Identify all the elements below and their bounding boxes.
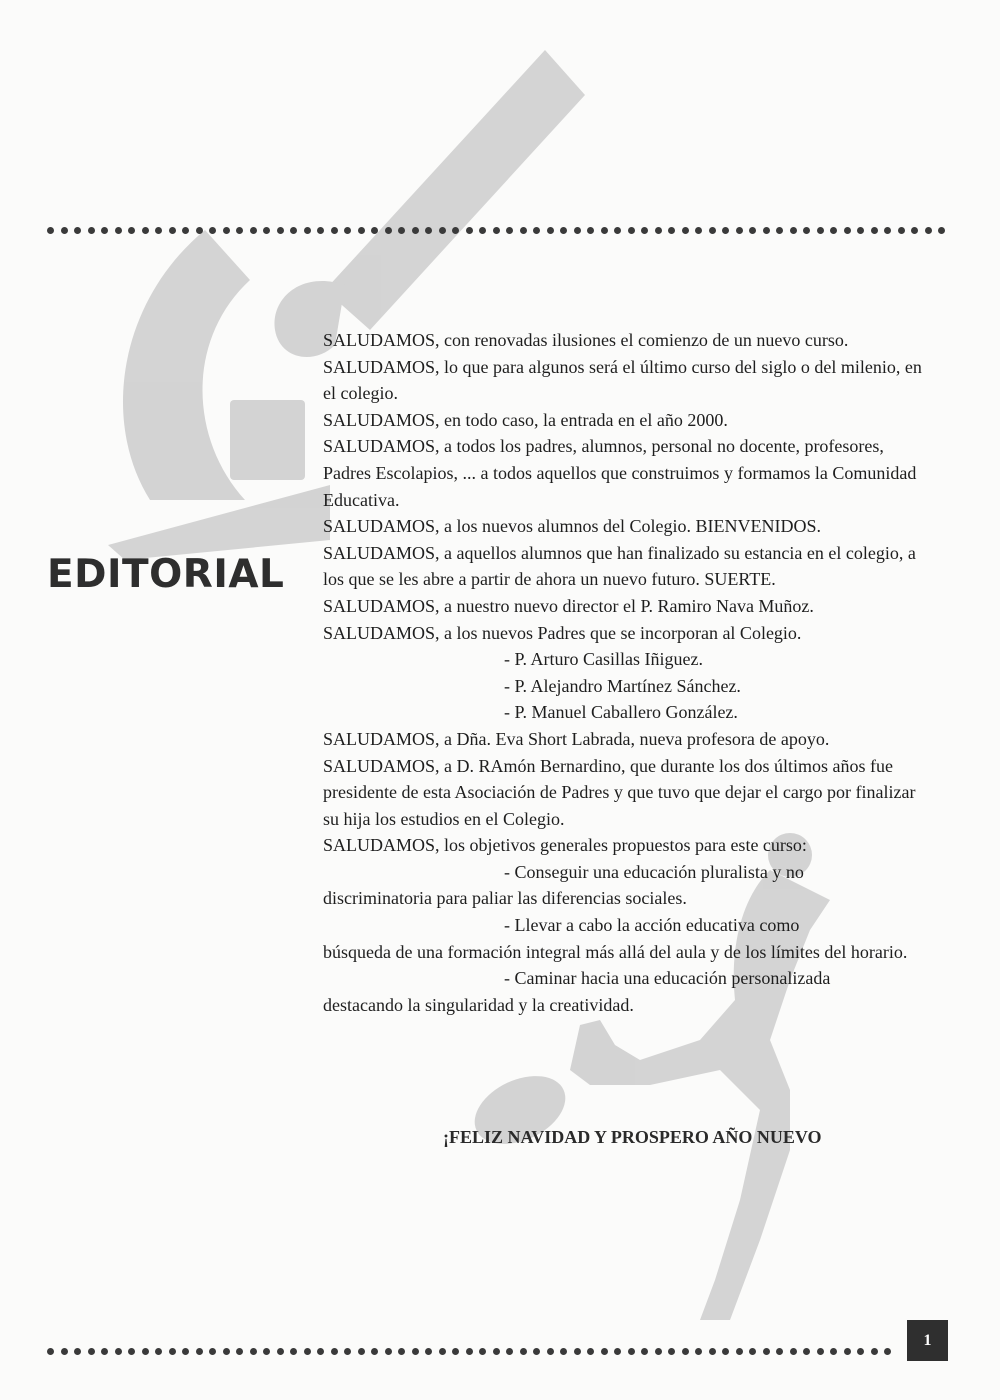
divider-dot: [452, 227, 459, 234]
divider-dot: [506, 1348, 513, 1355]
divider-dot: [115, 227, 122, 234]
divider-dot: [803, 1348, 810, 1355]
divider-dot: [142, 1348, 149, 1355]
divider-dot: [425, 1348, 432, 1355]
objective-text: destacando la singularidad y la creatividad.: [323, 994, 634, 1015]
divider-dot: [277, 1348, 284, 1355]
divider-dot: [412, 1348, 419, 1355]
divider-dot: [938, 227, 945, 234]
divider-dot: [223, 1348, 230, 1355]
paragraph: SALUDAMOS, lo que para algunos será el último curso del siglo o del milenio, en el colegio.: [323, 356, 922, 404]
divider-dot: [601, 1348, 608, 1355]
divider-dot: [47, 227, 54, 234]
divider-dot: [236, 1348, 243, 1355]
divider-dot: [358, 227, 365, 234]
divider-dot: [196, 227, 203, 234]
divider-dot: [236, 227, 243, 234]
divider-dot: [506, 227, 513, 234]
divider-dot: [169, 1348, 176, 1355]
divider-dot: [628, 227, 635, 234]
divider-dot: [776, 227, 783, 234]
divider-dot: [304, 227, 311, 234]
divider-dot: [88, 227, 95, 234]
divider-dot: [101, 227, 108, 234]
divider-dot: [898, 227, 905, 234]
divider-dot: [871, 1348, 878, 1355]
divider-dot: [344, 1348, 351, 1355]
divider-dot: [641, 1348, 648, 1355]
divider-dot: [695, 1348, 702, 1355]
paragraph: SALUDAMOS, a Dña. Eva Short Labrada, nueva profesora de apoyo.: [323, 728, 830, 749]
divider-dot: [844, 1348, 851, 1355]
divider-dot: [925, 227, 932, 234]
divider-dot: [493, 227, 500, 234]
divider-dot: [736, 1348, 743, 1355]
divider-dot: [493, 1348, 500, 1355]
divider-dot: [182, 227, 189, 234]
divider-dot: [155, 227, 162, 234]
objective-text: discriminatoria para paliar las diferencias sociales.: [323, 888, 687, 909]
closing-greeting: ¡FELIZ NAVIDAD Y PROSPERO AÑO NUEVO: [443, 1127, 822, 1147]
divider-dot: [749, 227, 756, 234]
divider-dot: [385, 1348, 392, 1355]
divider-dot: [614, 227, 621, 234]
divider-dot: [263, 1348, 270, 1355]
divider-dot: [547, 1348, 554, 1355]
divider-dot: [101, 1348, 108, 1355]
divider-dot: [74, 227, 81, 234]
divider-dot: [466, 227, 473, 234]
objective-lead: - Conseguir una educación pluralista y no: [504, 861, 804, 882]
divider-dot: [277, 227, 284, 234]
divider-dot: [209, 227, 216, 234]
divider-dot: [155, 1348, 162, 1355]
page-number-badge: 1: [907, 1320, 948, 1361]
divider-dot: [790, 227, 797, 234]
divider-dot: [857, 1348, 864, 1355]
divider-dot: [655, 227, 662, 234]
divider-dot: [290, 227, 297, 234]
divider-dot: [88, 1348, 95, 1355]
divider-dot: [344, 227, 351, 234]
divider-dot: [682, 227, 689, 234]
divider-dot: [223, 227, 230, 234]
divider-dot: [74, 1348, 81, 1355]
paragraph: SALUDAMOS, a los nuevos Padres que se incorporan al Colegio.: [323, 622, 802, 643]
divider-dot: [371, 1348, 378, 1355]
divider-dot: [425, 227, 432, 234]
paragraph: SALUDAMOS, con renovadas ilusiones el comienzo de un nuevo curso.: [323, 330, 849, 350]
divider-dot: [398, 227, 405, 234]
divider-dot: [817, 227, 824, 234]
divider-dot: [115, 1348, 122, 1355]
divider-dot: [722, 1348, 729, 1355]
divider-dot: [709, 1348, 716, 1355]
divider-dot: [61, 227, 68, 234]
objective-lead: - Caminar hacia una educación personalizada: [504, 968, 831, 989]
divider-dot: [830, 227, 837, 234]
divider-dot: [776, 1348, 783, 1355]
divider-dot: [695, 227, 702, 234]
divider-dot: [331, 227, 338, 234]
divider-dot: [304, 1348, 311, 1355]
divider-dot: [142, 227, 149, 234]
editorial-body: [323, 327, 923, 1018]
divider-dot: [128, 227, 135, 234]
objective-lead: - Llevar a cabo la acción educativa como: [504, 915, 800, 936]
paragraph: SALUDAMOS, a nuestro nuevo director el P. Ramiro Nava Muñoz.: [323, 595, 814, 616]
divider-dot: [479, 1348, 486, 1355]
paragraph: SALUDAMOS, a D. RAmón Bernardino, que durante los dos últimos años fue presidente de esta Asociación de Padres y que tuvo que dejar el cargo por finalizar su hija los estudios en el Colegio.: [323, 755, 916, 829]
divider-dot: [668, 227, 675, 234]
divider-dot: [47, 1348, 54, 1355]
divider-dot: [209, 1348, 216, 1355]
divider-dot: [169, 227, 176, 234]
divider-dot: [182, 1348, 189, 1355]
divider-dot: [439, 1348, 446, 1355]
divider-dot: [790, 1348, 797, 1355]
objective-text: búsqueda de una formación integral más allá del aula y de los límites del horario.: [323, 941, 908, 962]
divider-dot: [196, 1348, 203, 1355]
divider-dot: [641, 227, 648, 234]
divider-dot: [749, 1348, 756, 1355]
divider-dot: [601, 227, 608, 234]
divider-dot: [871, 227, 878, 234]
divider-dot: [533, 227, 540, 234]
divider-dot: [398, 1348, 405, 1355]
divider-dot: [668, 1348, 675, 1355]
divider-dot: [817, 1348, 824, 1355]
divider-dot: [533, 1348, 540, 1355]
divider-dot: [358, 1348, 365, 1355]
divider-dot: [290, 1348, 297, 1355]
divider-dot: [439, 227, 446, 234]
divider-dot: [844, 227, 851, 234]
list-item: - P. Arturo Casillas Iñiguez.: [504, 649, 703, 670]
paragraph: SALUDAMOS, en todo caso, la entrada en el año 2000.: [323, 409, 728, 430]
divider-dot: [587, 227, 594, 234]
divider-dot: [520, 1348, 527, 1355]
divider-dot: [763, 227, 770, 234]
divider-dot: [857, 227, 864, 234]
divider-dot: [479, 227, 486, 234]
divider-dot: [250, 1348, 257, 1355]
divider-dot: [763, 1348, 770, 1355]
divider-dot: [614, 1348, 621, 1355]
divider-dot: [709, 227, 716, 234]
divider-dot: [317, 1348, 324, 1355]
divider-dot: [385, 227, 392, 234]
divider-dot: [655, 1348, 662, 1355]
paragraph: SALUDAMOS, a los nuevos alumnos del Colegio. BIENVENIDOS.: [323, 516, 821, 537]
paragraph: SALUDAMOS, a todos los padres, alumnos, personal no docente, profesores, Padres Escolapios, ... a todos aquellos que construimos y formamos la Comunidad Educativa.: [323, 436, 917, 510]
divider-dot: [736, 227, 743, 234]
divider-dot: [452, 1348, 459, 1355]
top-dotted-divider: [47, 224, 957, 236]
divider-dot: [628, 1348, 635, 1355]
list-item: - P. Alejandro Martínez Sánchez.: [504, 675, 741, 696]
divider-dot: [803, 227, 810, 234]
divider-dot: [128, 1348, 135, 1355]
divider-dot: [547, 227, 554, 234]
divider-dot: [466, 1348, 473, 1355]
bottom-dotted-divider: [47, 1345, 907, 1357]
divider-dot: [263, 227, 270, 234]
divider-dot: [884, 1348, 891, 1355]
divider-dot: [61, 1348, 68, 1355]
divider-dot: [587, 1348, 594, 1355]
divider-dot: [574, 1348, 581, 1355]
divider-dot: [250, 227, 257, 234]
divider-dot: [574, 227, 581, 234]
divider-dot: [911, 227, 918, 234]
divider-dot: [682, 1348, 689, 1355]
divider-dot: [331, 1348, 338, 1355]
divider-dot: [560, 1348, 567, 1355]
divider-dot: [371, 227, 378, 234]
divider-dot: [830, 1348, 837, 1355]
divider-dot: [722, 227, 729, 234]
divider-dot: [520, 227, 527, 234]
divider-dot: [560, 227, 567, 234]
paragraph: SALUDAMOS, a aquellos alumnos que han finalizado su estancia en el colegio, a los que se les abre a partir de ahora un nuevo futuro. SUERTE.: [323, 542, 916, 590]
section-title: EDITORIAL: [47, 552, 285, 597]
list-item: - P. Manuel Caballero González.: [504, 702, 738, 723]
divider-dot: [317, 227, 324, 234]
divider-dot: [412, 227, 419, 234]
paragraph: SALUDAMOS, los objetivos generales propuestos para este curso:: [323, 835, 807, 856]
divider-dot: [884, 227, 891, 234]
